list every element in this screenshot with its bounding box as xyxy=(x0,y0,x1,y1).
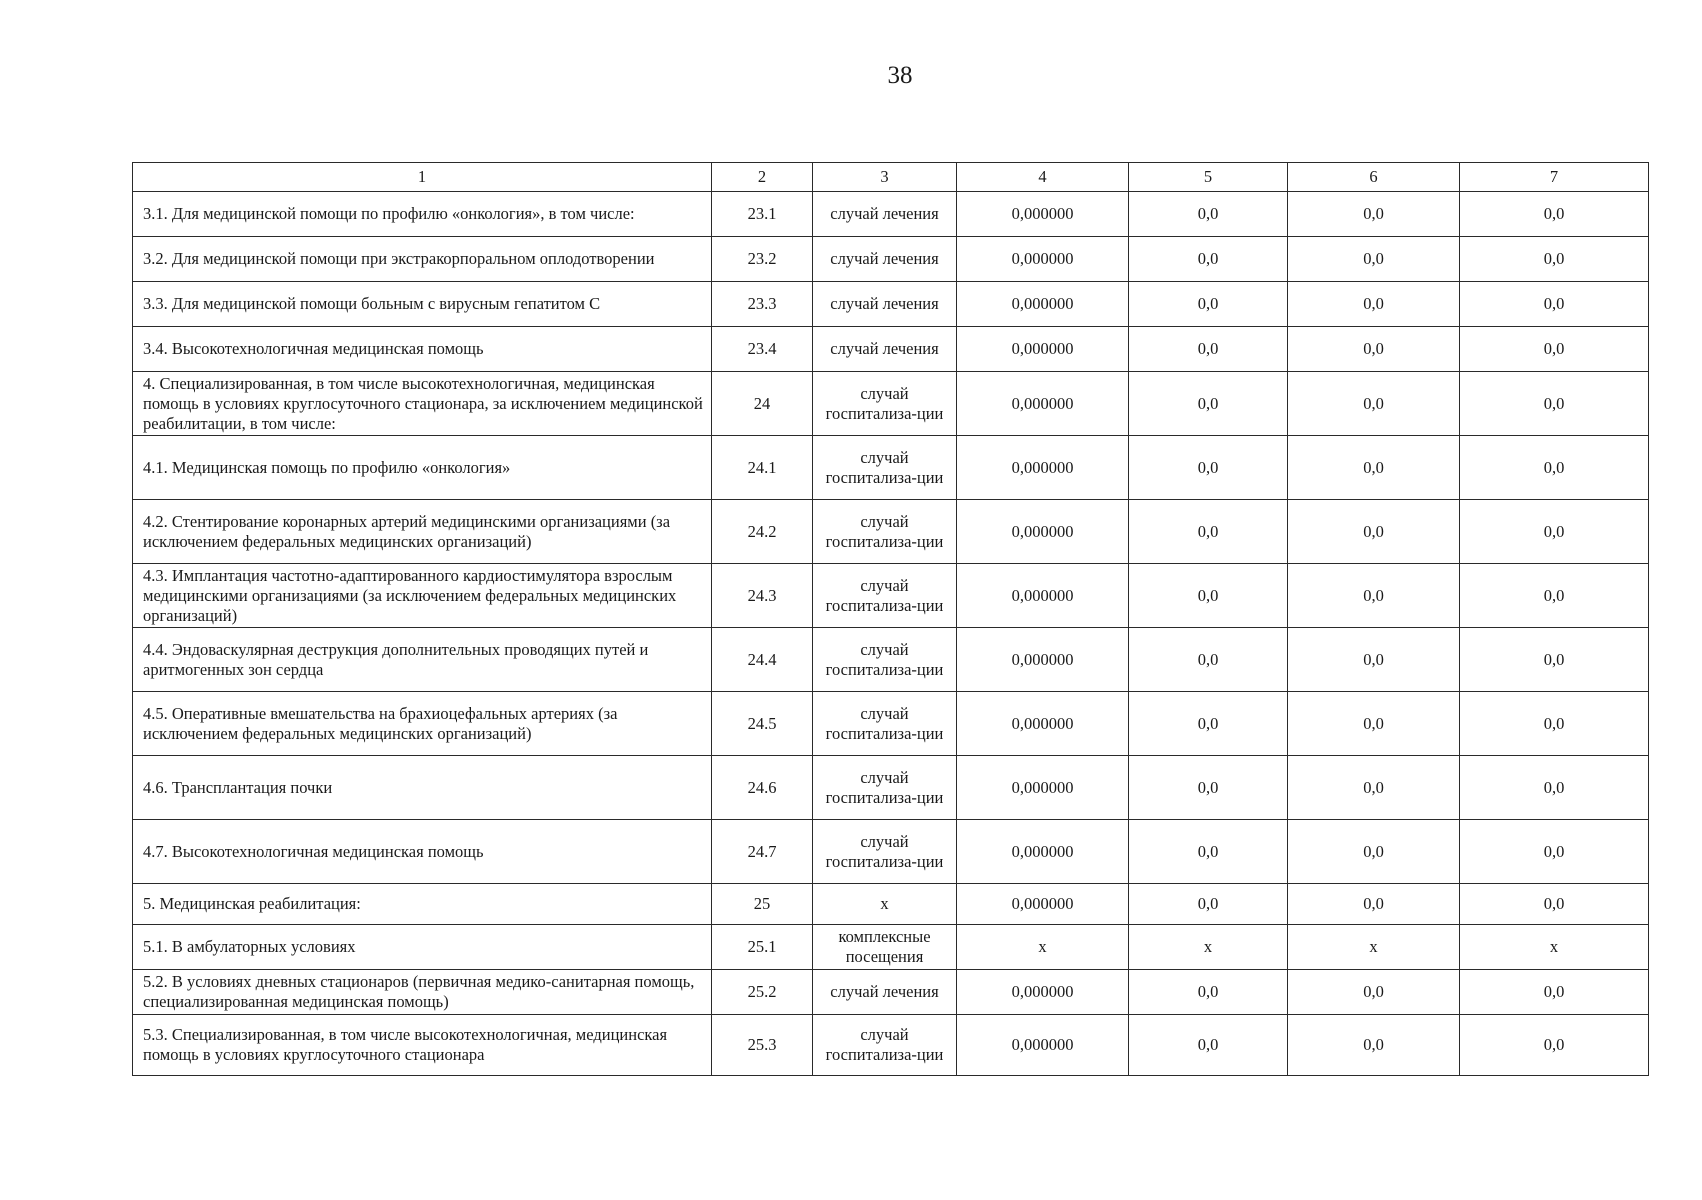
row-value-col5: 0,0 xyxy=(1129,884,1288,925)
row-code: 23.1 xyxy=(712,192,813,237)
table-row xyxy=(133,970,1649,1015)
data-table xyxy=(132,162,1649,1076)
row-value-col7: 0,0 xyxy=(1460,237,1649,282)
row-code: 25 xyxy=(712,884,813,925)
row-value-col6: 0,0 xyxy=(1288,1015,1460,1076)
row-name: 3.4. Высокотехнологичная медицинская помощь xyxy=(133,327,712,372)
row-code: 25.3 xyxy=(712,1015,813,1076)
row-value-col5: 0,0 xyxy=(1129,282,1288,327)
row-unit: случай госпитализа-ции xyxy=(813,628,957,692)
row-value-col7: 0,0 xyxy=(1460,1015,1649,1076)
row-name: 4.1. Медицинская помощь по профилю «онкология» xyxy=(133,436,712,500)
row-value-col7: 0,0 xyxy=(1460,820,1649,884)
row-value-col6: 0,0 xyxy=(1288,237,1460,282)
row-name: 4.7. Высокотехнологичная медицинская помощь xyxy=(133,820,712,884)
row-value-col6: 0,0 xyxy=(1288,436,1460,500)
row-code: 24.4 xyxy=(712,628,813,692)
row-value-col4: 0,000000 xyxy=(957,282,1129,327)
row-name: 4.6. Трансплантация почки xyxy=(133,756,712,820)
row-code: 25.2 xyxy=(712,970,813,1015)
row-value-col5: 0,0 xyxy=(1129,564,1288,628)
row-code: 24.6 xyxy=(712,756,813,820)
row-value-col5: 0,0 xyxy=(1129,970,1288,1015)
row-value-col6: 0,0 xyxy=(1288,564,1460,628)
table-row xyxy=(133,820,1649,884)
row-code: 24.2 xyxy=(712,500,813,564)
row-unit: случай госпитализа-ции xyxy=(813,692,957,756)
row-value-col5: 0,0 xyxy=(1129,436,1288,500)
table-row xyxy=(133,925,1649,970)
row-unit: случай госпитализа-ции xyxy=(813,756,957,820)
column-header: 7 xyxy=(1460,163,1649,192)
row-value-col4: 0,000000 xyxy=(957,820,1129,884)
row-value-col6: 0,0 xyxy=(1288,692,1460,756)
column-header: 5 xyxy=(1129,163,1288,192)
row-value-col5: 0,0 xyxy=(1129,628,1288,692)
row-value-col4: 0,000000 xyxy=(957,500,1129,564)
row-unit: случай лечения xyxy=(813,237,957,282)
row-unit: случай лечения xyxy=(813,327,957,372)
row-value-col7: 0,0 xyxy=(1460,884,1649,925)
row-value-col5: 0,0 xyxy=(1129,237,1288,282)
row-unit: случай лечения xyxy=(813,192,957,237)
row-value-col5: 0,0 xyxy=(1129,192,1288,237)
table-row xyxy=(133,884,1649,925)
row-value-col4: 0,000000 xyxy=(957,1015,1129,1076)
row-name: 5.3. Специализированная, в том числе высокотехнологичная, медицинская помощь в условиях круглосуточного стационара xyxy=(133,1015,712,1076)
row-value-col5: 0,0 xyxy=(1129,1015,1288,1076)
row-name: 3.3. Для медицинской помощи больным с вирусным гепатитом С xyxy=(133,282,712,327)
row-value-col4: 0,000000 xyxy=(957,628,1129,692)
row-value-col5: 0,0 xyxy=(1129,756,1288,820)
row-value-col6: 0,0 xyxy=(1288,282,1460,327)
row-code: 24.7 xyxy=(712,820,813,884)
column-header: 6 xyxy=(1288,163,1460,192)
row-value-col4: 0,000000 xyxy=(957,884,1129,925)
table-header-row xyxy=(133,163,1649,192)
table-row xyxy=(133,756,1649,820)
row-name: 4.4. Эндоваскулярная деструкция дополнительных проводящих путей и аритмогенных зон сердца xyxy=(133,628,712,692)
row-name: 4.3. Имплантация частотно-адаптированного кардиостимулятора взрослым медицинскими организациями (за исключением федеральных медицинских организаций) xyxy=(133,564,712,628)
row-unit: случай госпитализа-ции xyxy=(813,564,957,628)
row-name: 4.2. Стентирование коронарных артерий медицинскими организациями (за исключением федеральных медицинских организаций) xyxy=(133,500,712,564)
row-unit: случай лечения xyxy=(813,282,957,327)
row-value-col6: 0,0 xyxy=(1288,500,1460,564)
row-value-col6: 0,0 xyxy=(1288,327,1460,372)
row-name: 5.2. В условиях дневных стационаров (первичная медико-санитарная помощь, специализированная медицинская помощь) xyxy=(133,970,712,1015)
row-value-col5: 0,0 xyxy=(1129,692,1288,756)
row-value-col7: 0,0 xyxy=(1460,192,1649,237)
row-unit: случай госпитализа-ции xyxy=(813,820,957,884)
row-name: 4.5. Оперативные вмешательства на брахиоцефальных артериях (за исключением федеральных медицинских организаций) xyxy=(133,692,712,756)
table-row xyxy=(133,628,1649,692)
row-code: 24.5 xyxy=(712,692,813,756)
row-value-col5: 0,0 xyxy=(1129,820,1288,884)
row-value-col4: 0,000000 xyxy=(957,372,1129,436)
row-name: 3.1. Для медицинской помощи по профилю «онкология», в том числе: xyxy=(133,192,712,237)
table-row xyxy=(133,500,1649,564)
row-value-col6: 0,0 xyxy=(1288,970,1460,1015)
row-unit: случай госпитализа-ции xyxy=(813,1015,957,1076)
table-row xyxy=(133,282,1649,327)
row-value-col4: 0,000000 xyxy=(957,192,1129,237)
row-value-col6: x xyxy=(1288,925,1460,970)
row-value-col6: 0,0 xyxy=(1288,192,1460,237)
row-value-col7: 0,0 xyxy=(1460,970,1649,1015)
row-code: 23.3 xyxy=(712,282,813,327)
row-value-col6: 0,0 xyxy=(1288,372,1460,436)
column-header: 2 xyxy=(712,163,813,192)
row-value-col7: x xyxy=(1460,925,1649,970)
table-row xyxy=(133,692,1649,756)
row-name: 3.2. Для медицинской помощи при экстракорпоральном оплодотворении xyxy=(133,237,712,282)
row-value-col4: 0,000000 xyxy=(957,970,1129,1015)
row-code: 24.3 xyxy=(712,564,813,628)
row-value-col4: 0,000000 xyxy=(957,237,1129,282)
table-row xyxy=(133,372,1649,436)
row-value-col7: 0,0 xyxy=(1460,564,1649,628)
table-row xyxy=(133,192,1649,237)
row-value-col7: 0,0 xyxy=(1460,372,1649,436)
row-unit: комплексные посещения xyxy=(813,925,957,970)
row-value-col7: 0,0 xyxy=(1460,628,1649,692)
row-code: 24.1 xyxy=(712,436,813,500)
row-unit: случай госпитализа-ции xyxy=(813,436,957,500)
column-header: 4 xyxy=(957,163,1129,192)
row-value-col4: 0,000000 xyxy=(957,756,1129,820)
row-value-col4: 0,000000 xyxy=(957,436,1129,500)
table-row xyxy=(133,436,1649,500)
row-value-col6: 0,0 xyxy=(1288,820,1460,884)
row-value-col5: 0,0 xyxy=(1129,327,1288,372)
row-value-col6: 0,0 xyxy=(1288,884,1460,925)
row-name: 5.1. В амбулаторных условиях xyxy=(133,925,712,970)
row-code: 23.4 xyxy=(712,327,813,372)
row-value-col4: x xyxy=(957,925,1129,970)
row-value-col4: 0,000000 xyxy=(957,327,1129,372)
row-code: 25.1 xyxy=(712,925,813,970)
row-value-col7: 0,0 xyxy=(1460,282,1649,327)
table-row xyxy=(133,237,1649,282)
row-value-col7: 0,0 xyxy=(1460,327,1649,372)
row-value-col5: 0,0 xyxy=(1129,372,1288,436)
row-code: 24 xyxy=(712,372,813,436)
row-value-col7: 0,0 xyxy=(1460,756,1649,820)
table-row xyxy=(133,327,1649,372)
row-value-col7: 0,0 xyxy=(1460,500,1649,564)
row-value-col7: 0,0 xyxy=(1460,692,1649,756)
row-value-col5: x xyxy=(1129,925,1288,970)
row-unit: случай госпитализа-ции xyxy=(813,372,957,436)
table-row xyxy=(133,564,1649,628)
table-row xyxy=(133,1015,1649,1076)
row-value-col6: 0,0 xyxy=(1288,628,1460,692)
row-value-col6: 0,0 xyxy=(1288,756,1460,820)
column-header: 1 xyxy=(133,163,712,192)
row-unit: x xyxy=(813,884,957,925)
row-value-col4: 0,000000 xyxy=(957,564,1129,628)
page-number: 38 xyxy=(887,62,913,89)
column-header: 3 xyxy=(813,163,957,192)
row-name: 4. Специализированная, в том числе высокотехнологичная, медицинская помощь в условиях круглосуточного стационара, за исключением медицинской реабилитации, в том числе: xyxy=(133,372,712,436)
row-value-col7: 0,0 xyxy=(1460,436,1649,500)
row-name: 5. Медицинская реабилитация: xyxy=(133,884,712,925)
row-unit: случай лечения xyxy=(813,970,957,1015)
row-code: 23.2 xyxy=(712,237,813,282)
row-value-col5: 0,0 xyxy=(1129,500,1288,564)
row-unit: случай госпитализа-ции xyxy=(813,500,957,564)
row-value-col4: 0,000000 xyxy=(957,692,1129,756)
